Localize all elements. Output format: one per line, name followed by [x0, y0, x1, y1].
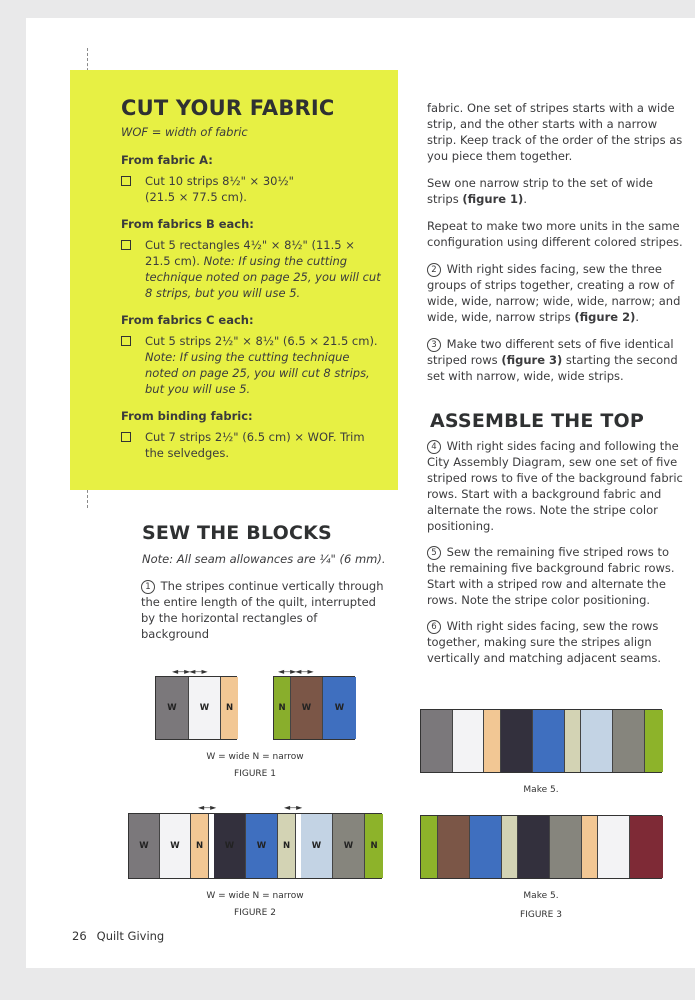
binding-heading: From binding fabric:	[121, 409, 253, 423]
figure2-row	[128, 813, 382, 879]
book-title: Quilt Giving	[96, 929, 165, 943]
step-repeat: Repeat to make two more units in the same configuration using different colored stripes.	[427, 219, 683, 249]
stripe-wide: W	[156, 677, 189, 739]
step-sew-narrow: Sew one narrow strip to the set of wide strips (figure 1).	[427, 176, 653, 206]
step-number-badge: 3	[427, 338, 441, 352]
right-column-instructions	[427, 100, 685, 395]
fabric-c-heading: From fabrics C each:	[121, 313, 254, 327]
checkbox-icon	[121, 240, 131, 250]
stripe-narrow: N	[278, 814, 296, 878]
checkbox-icon	[121, 336, 131, 346]
stripe-wide	[630, 816, 663, 878]
stripe-wide: W	[333, 814, 365, 878]
fabric-a-heading: From fabric A:	[121, 153, 213, 167]
stripe-wide: W	[129, 814, 160, 878]
stripe-wide	[581, 710, 613, 772]
step-1: 1 The stripes continue vertically through the entire length of the quilt, interrupted by the horizontal rectangles of background	[141, 579, 384, 641]
stripe-wide	[501, 710, 533, 772]
arrow-indicator: ◄—►	[198, 803, 216, 812]
figure2-legend: W = wide N = narrow	[206, 891, 304, 901]
stripe-narrow	[565, 710, 581, 772]
fabric-c-item: Cut 5 strips 2½" × 8½" (6.5 × 21.5 cm). Note: If using the cutting technique noted on page 25, you will cut 8 strips, but you will use 5.	[121, 333, 383, 397]
stripe-wide	[550, 816, 582, 878]
step-6: 6 With right sides facing, sew the rows together, making sure the stripes align vertically and matching adjacent seams.	[427, 619, 662, 665]
figure1-caption: FIGURE 1	[234, 769, 276, 779]
checkbox-icon	[121, 432, 131, 442]
seam-allowance-note: Note: All seam allowances are ¼" (6 mm).	[142, 552, 386, 566]
fabric-b-item: Cut 5 rectangles 4½" × 8½" (11.5 × 21.5 cm). Note: If using the cutting technique noted on page 25, you will cut 8 strips, but you will use 5.	[121, 237, 383, 301]
stripe-narrow: N	[221, 677, 238, 739]
stripe-narrow	[421, 816, 438, 878]
stripe-wide: W	[160, 814, 191, 878]
page-number: 26	[72, 929, 87, 943]
page-footer	[72, 929, 174, 943]
stripe-wide: W	[291, 677, 323, 739]
fabric-b-heading: From fabrics B each:	[121, 217, 254, 231]
stripe-wide	[518, 816, 550, 878]
cut-fabric-title: CUT YOUR FABRIC	[121, 96, 335, 120]
stripe-wide	[533, 710, 565, 772]
step-number-badge: 1	[141, 580, 155, 594]
stripe-wide	[438, 816, 470, 878]
binding-item: Cut 7 strips 2½" (6.5 cm) × WOF. Trim the selvedges.	[121, 429, 383, 461]
stripe-wide	[613, 710, 645, 772]
cut-fabric-box	[70, 70, 398, 490]
stripe-narrow	[502, 816, 518, 878]
figure3-row-b	[420, 815, 662, 879]
figure3-row-a	[420, 709, 662, 773]
stripe-wide	[421, 710, 453, 772]
stripe-wide: W	[214, 814, 246, 878]
sew-blocks-title: SEW THE BLOCKS	[142, 522, 332, 544]
figure1-legend: W = wide N = narrow	[206, 752, 304, 762]
stripe-narrow	[484, 710, 501, 772]
step-number-badge: 4	[427, 440, 441, 454]
stripe-wide: W	[246, 814, 278, 878]
step-2: 2 With right sides facing, sew the three groups of strips together, creating a row of wide, wide, narrow; wide, wide, narrow; and wide, wide, narrow strips (figure 2).	[427, 262, 681, 324]
make5-label-b: Make 5.	[523, 891, 559, 901]
figure2-caption: FIGURE 2	[234, 908, 276, 918]
figure1-unit-b	[273, 676, 355, 740]
stripe-wide: W	[301, 814, 333, 878]
stripe-narrow	[645, 710, 663, 772]
assemble-instructions	[427, 438, 685, 676]
checkbox-icon	[121, 176, 131, 186]
stripe-wide	[598, 816, 630, 878]
stripe-wide: W	[189, 677, 221, 739]
step-number-badge: 2	[427, 263, 441, 277]
assemble-title: ASSEMBLE THE TOP	[430, 410, 644, 432]
stripe-wide	[470, 816, 502, 878]
fabric-a-item: Cut 10 strips 8½" × 30½" (21.5 × 77.5 cm).	[121, 173, 383, 205]
step-number-badge: 5	[427, 546, 441, 560]
step-3: 3 Make two different sets of five identical striped rows (figure 3) starting the second set with narrow, wide, wide strips.	[427, 337, 678, 383]
wof-note: WOF = width of fabric	[121, 125, 248, 139]
stripe-wide: W	[323, 677, 356, 739]
step-5: 5 Sew the remaining five striped rows to the remaining five background fabric rows. Start with a striped row and alternate the rows. Note the stripe color positioning.	[427, 545, 675, 607]
stripe-narrow: N	[191, 814, 209, 878]
figure3-caption: FIGURE 3	[520, 910, 562, 920]
step-number-badge: 6	[427, 620, 441, 634]
continued-paragraph: fabric. One set of stripes starts with a wide strip, and the other starts with a narrow strip. Keep track of the order of the strips as you piece them together.	[427, 101, 683, 163]
stripe-narrow: N	[365, 814, 383, 878]
stripe-narrow	[582, 816, 598, 878]
step-4: 4 With right sides facing and following the City Assembly Diagram, sew one set of five striped rows to five of the background fabric rows. Start with a background fabric and alternate the rows. Note the stripe color positioning.	[427, 439, 683, 533]
figure1-unit-a	[155, 676, 237, 740]
make5-label-a: Make 5.	[523, 785, 559, 795]
arrow-indicator: ◄—►◄—►	[278, 667, 313, 676]
stripe-wide	[453, 710, 484, 772]
arrow-indicator: ◄—►	[284, 803, 302, 812]
arrow-indicator: ◄—►◄—►	[172, 667, 207, 676]
stripe-narrow: N	[274, 677, 291, 739]
